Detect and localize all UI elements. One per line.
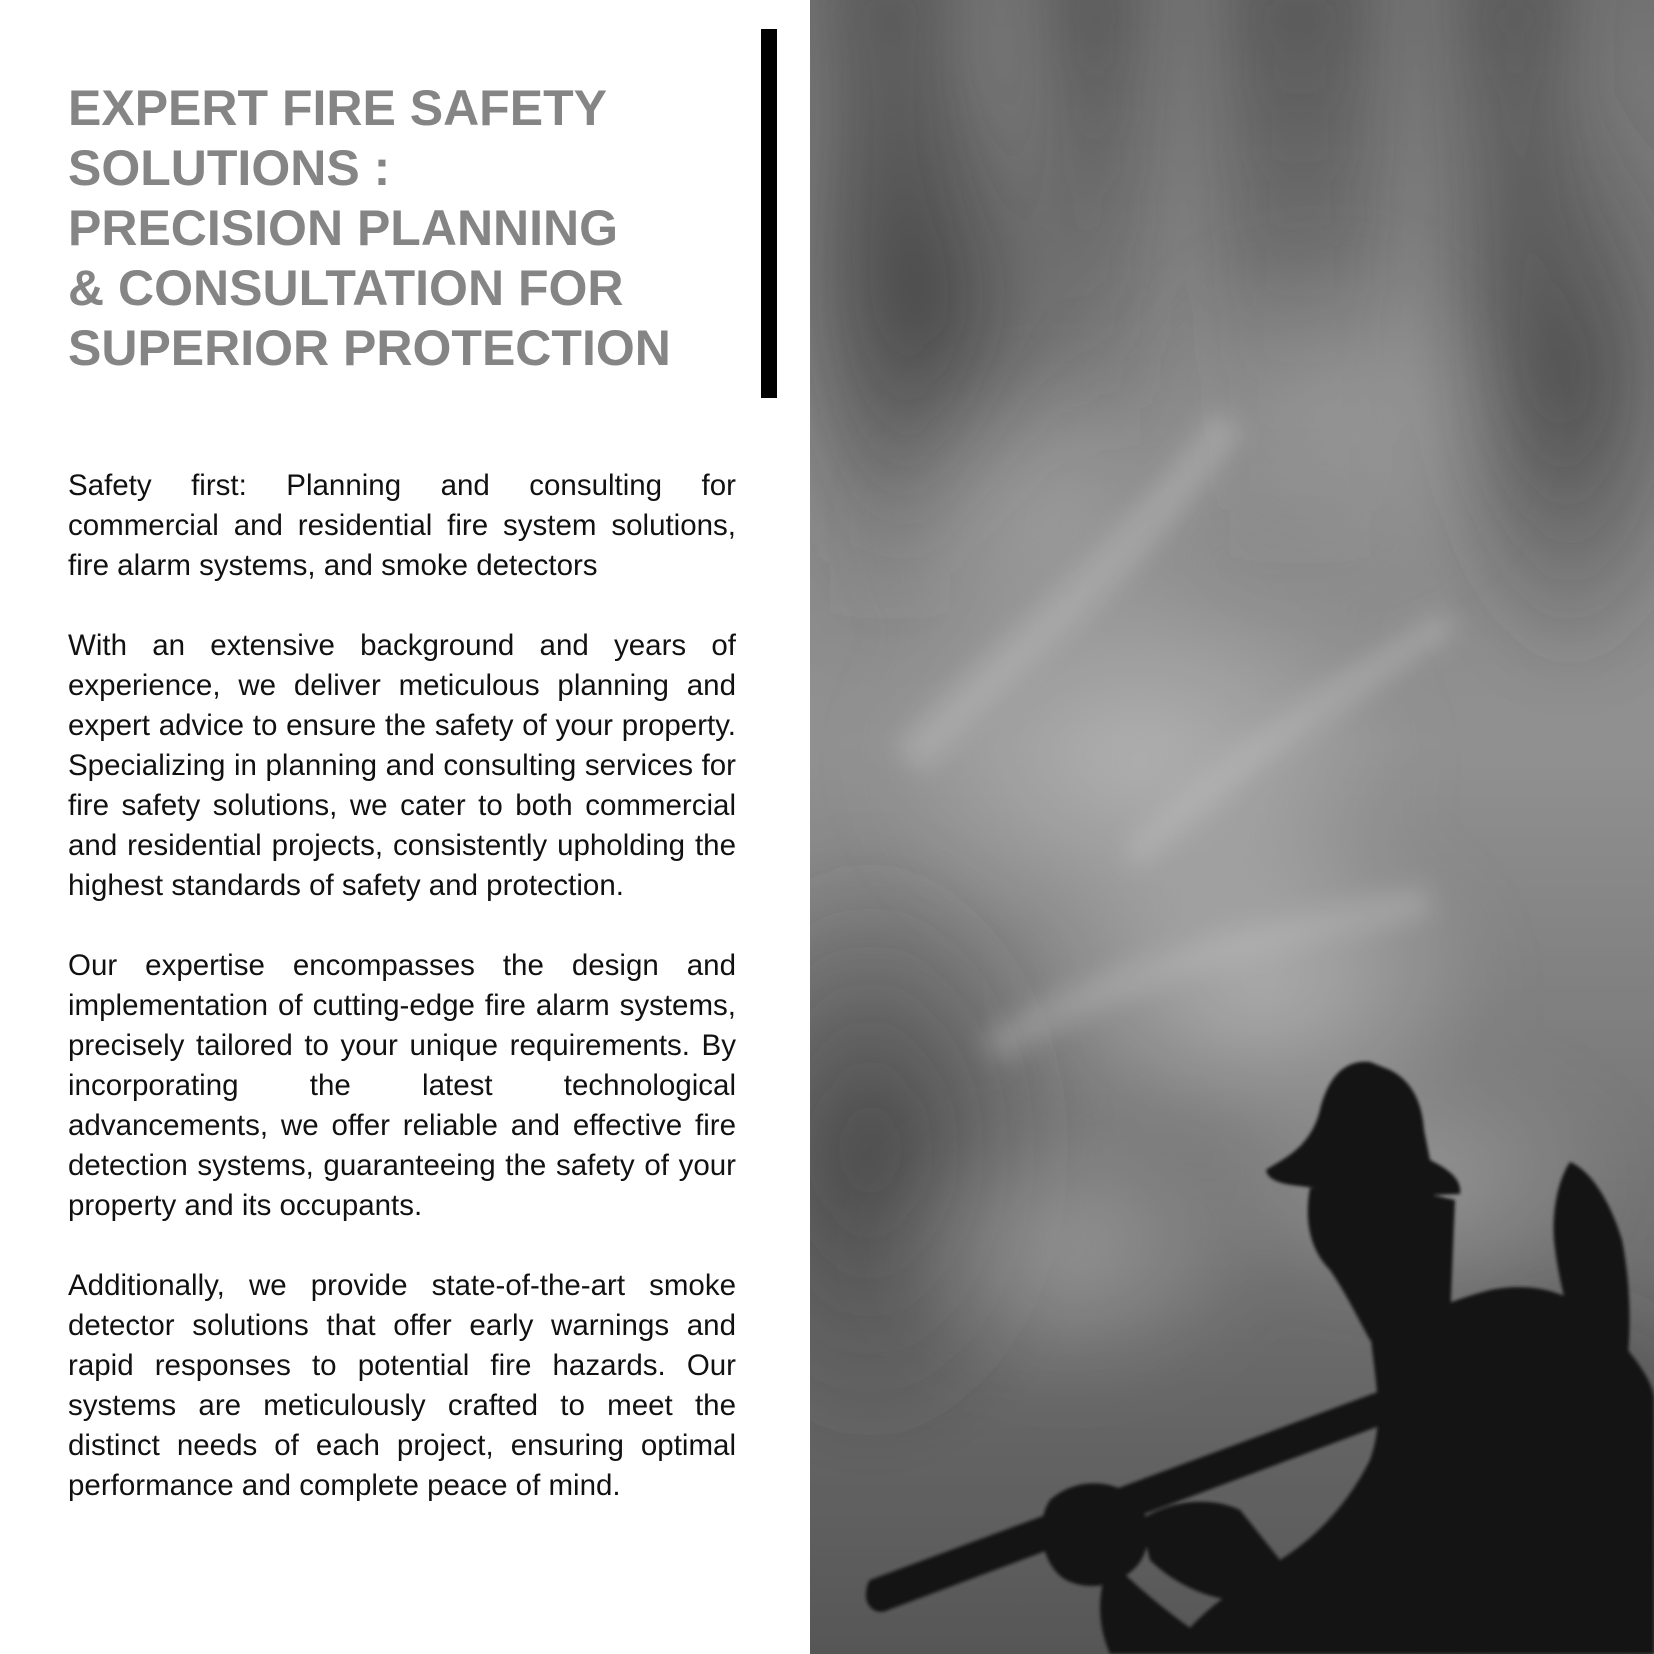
accent-bar — [761, 29, 777, 398]
headline-line-1: EXPERT FIRE SAFETY — [68, 80, 607, 136]
headline — [68, 78, 708, 378]
headline-line-3: PRECISION PLANNING — [68, 200, 619, 256]
text-column — [0, 0, 810, 1654]
body-text — [68, 466, 736, 1546]
paragraph-intro: Safety first: Planning and consulting for commercial and residential fire system solutions, fire alarm systems, and smoke detectors — [68, 469, 736, 582]
firefighter-photo — [810, 0, 1654, 1654]
headline-line-4: & CONSULTATION FOR — [68, 260, 624, 316]
paragraph-background: With an extensive background and years of experience, we deliver meticulous planning and expert advice to ensure the safety of your property. Specializing in planning and consulting services for fire safety solutions, we cater to both commercial and residential projects, consistently upholding the highest standards of safety and protection. — [68, 629, 736, 902]
paragraph-smoke-detectors: Additionally, we provide state-of-the-art smoke detector solutions that offer early warnings and rapid responses to potential fire hazards. Our systems are meticulously crafted to meet the distinct needs of each project, ensuring optimal performance and complete peace of mind. — [68, 1269, 736, 1502]
headline-line-2: SOLUTIONS : — [68, 140, 391, 196]
paragraph-expertise: Our expertise encompasses the design and implementation of cutting-edge fire alarm systems, precisely tailored to your unique requirements. By incorporating the latest technological advancements, we offer reliable and effective fire detection systems, guaranteeing the safety of your property and its occupants. — [68, 949, 736, 1222]
headline-line-5: SUPERIOR PROTECTION — [68, 320, 671, 376]
firefighter-photo-svg — [810, 0, 1654, 1654]
